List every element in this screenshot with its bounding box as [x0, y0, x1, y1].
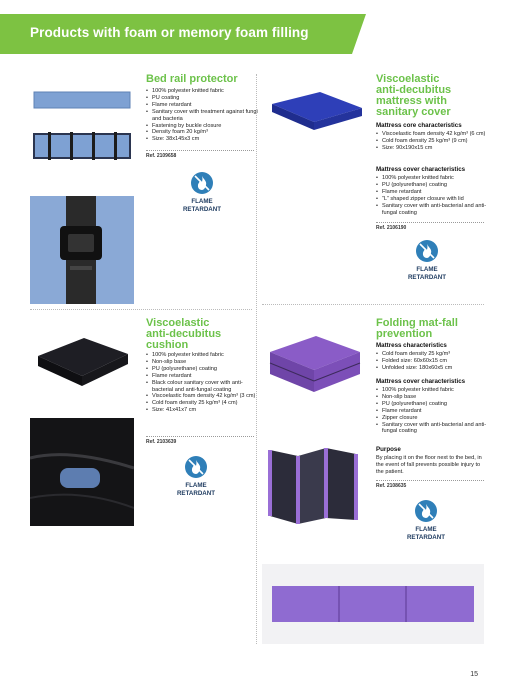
cover-heading: Mattress cover characteristics [376, 378, 466, 385]
feature-item: • Size: 38x145x3 cm [146, 136, 258, 143]
title-line: mattress with [376, 95, 447, 107]
bed-rail-photo-flat [30, 78, 134, 120]
flame-retardant-badge [401, 500, 451, 541]
product-ref: Ref. 2109658 [146, 153, 177, 159]
feature-item: • Folded size: 60x60x15 cm [376, 358, 488, 365]
feature-item: • Viscoelastic foam density 42 kg/m³ (6 cm) [376, 131, 488, 138]
feature-item: • Viscoelastic foam density 42 kg/m³ (3 cm) [146, 393, 258, 400]
title-line: Viscoelastic [146, 317, 210, 329]
title-line: anti-decubitus [376, 84, 452, 96]
product-ref: Ref. 2108635 [376, 483, 407, 489]
title-line: Viscoelastic [376, 73, 440, 85]
feature-item: • PU coating [146, 95, 258, 102]
cushion-features [146, 352, 258, 414]
flame-retardant-icon [185, 456, 207, 478]
feature-item: • Sanitary cover with anti-bacterial and anti-fungal coating [376, 203, 488, 217]
bed-rail-features [146, 88, 258, 143]
header-banner [0, 14, 366, 54]
bed-rail-photo-straps [30, 124, 134, 168]
product-title-mattress [376, 74, 486, 118]
flame-retardant-icon [416, 240, 438, 262]
cushion-zipper-photo [30, 418, 134, 526]
feature-item: • Flame retardant [146, 102, 258, 109]
product-title-bed-rail [146, 74, 256, 85]
title-line: Folding mat-fall [376, 317, 458, 329]
ref-divider [146, 150, 254, 151]
badge-line2: RETARDANT [176, 489, 216, 497]
badge-line2: RETARDANT [406, 533, 446, 541]
page-title: Products with foam or memory foam filling [30, 25, 309, 40]
title-line: prevention [376, 328, 433, 340]
folding-mat-cover-list [376, 387, 488, 435]
feature-item: • Cold foam density 25 kg/m³ (4 cm) [146, 400, 258, 407]
page-number: 15 [470, 671, 478, 678]
feature-item: • Flame retardant [376, 189, 488, 196]
feature-item: • Non-slip base [376, 394, 488, 401]
title-line: sanitary cover [376, 106, 451, 118]
feature-item: • Unfolded size: 180x60x5 cm [376, 365, 488, 372]
product-ref: Ref. 2106190 [376, 225, 407, 231]
flame-retardant-badge [177, 172, 227, 213]
folding-mat-characteristics [376, 351, 488, 372]
title-line: cushion [146, 339, 189, 351]
product-ref: Ref. 2103639 [146, 439, 177, 445]
feature-item: • 100% polyester knitted fabric [146, 352, 258, 359]
badge-line1: FLAME [416, 266, 438, 273]
flame-retardant-icon [415, 500, 437, 522]
feature-item: • Density foam 20 kg/m³ [146, 129, 258, 136]
purpose-text: By placing it on the floor next to the bed, in the event of fall prevents possible injury to the patient. [376, 455, 482, 475]
flame-retardant-badge [402, 240, 452, 281]
mattress-photo [262, 78, 366, 144]
mattress-core-list [376, 131, 488, 152]
feature-item: • Cold foam density 25 kg/m³ (9 cm) [376, 138, 488, 145]
feature-item: • Size: 90x190x15 cm [376, 145, 488, 152]
bed-rail-photo-buckle [30, 196, 134, 304]
feature-item: • Fastening by buckle closure [146, 123, 258, 130]
badge-line2: RETARDANT [182, 205, 222, 213]
badge-line1: FLAME [415, 526, 437, 533]
feature-item: • Flame retardant [376, 408, 488, 415]
cover-heading: Mattress cover characteristics [376, 166, 466, 173]
title-line: Bed rail protector [146, 73, 238, 85]
cushion-photo [30, 318, 134, 402]
product-title-cushion [146, 318, 256, 351]
feature-item: • Non-slip base [146, 359, 258, 366]
folding-mat-folded-photo [262, 312, 366, 416]
feature-item: • “L” shaped zipper closure with lid [376, 196, 488, 203]
feature-item: • PU (polyurethane) coating [376, 182, 488, 189]
title-line: anti-decubitus [146, 328, 222, 340]
row-divider-left [30, 309, 252, 310]
feature-item: • Zipper closure [376, 415, 488, 422]
ref-divider [376, 480, 484, 481]
badge-line1: FLAME [185, 482, 207, 489]
row-divider-right [262, 304, 484, 305]
badge-line1: FLAME [191, 198, 213, 205]
mattress-cover-list [376, 175, 488, 216]
feature-item: • Cold foam density 25 kg/m³ [376, 351, 488, 358]
characteristics-heading: Mattress characteristics [376, 342, 447, 349]
feature-item: • Flame retardant [146, 373, 258, 380]
feature-item: • 100% polyester knitted fabric [376, 387, 488, 394]
flame-retardant-badge [171, 456, 221, 497]
purpose-heading: Purpose [376, 446, 401, 453]
core-heading: Mattress core characteristics [376, 122, 462, 129]
product-title-folding-mat [376, 318, 486, 340]
feature-item: • Black colour sanitary cover with anti-bacterial and anti-fungal coating [146, 380, 258, 394]
flame-retardant-icon [191, 172, 213, 194]
ref-divider [146, 436, 254, 437]
badge-line2: RETARDANT [407, 273, 447, 281]
feature-item: • Sanitary cover with treatment against fungi and bacteria [146, 109, 258, 123]
folding-mat-unfolded-photo [262, 564, 484, 644]
feature-item: • PU (polyurethane) coating [376, 401, 488, 408]
feature-item: • 100% polyester knitted fabric [376, 175, 488, 182]
feature-item: • 100% polyester knitted fabric [146, 88, 258, 95]
folding-mat-standing-photo [262, 440, 366, 530]
ref-divider [376, 222, 484, 223]
feature-item: • Sanitary cover with anti-bacterial and anti-fungal coating [376, 422, 488, 436]
feature-item: • PU (polyurethane) coating [146, 366, 258, 373]
feature-item: • Size: 41x41x7 cm [146, 407, 258, 414]
